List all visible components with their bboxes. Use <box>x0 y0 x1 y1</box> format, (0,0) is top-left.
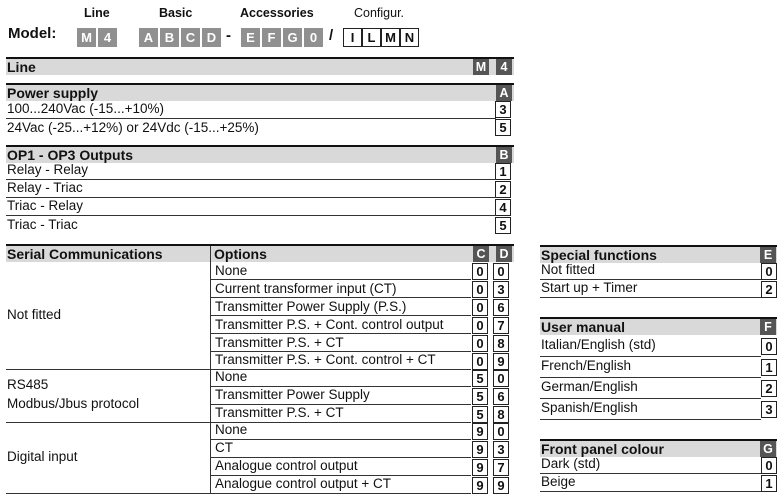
serial-group-not-fitted: Not fitted <box>7 307 62 322</box>
user-manual-option-4: Spanish/English <box>541 400 638 415</box>
model-code-acc-e: E <box>241 28 260 47</box>
serial-code-c: 0 <box>472 299 488 316</box>
serial-option: Current transformer input (CT) <box>215 281 397 296</box>
row-divider <box>540 419 761 420</box>
power-supply-letter: A <box>496 85 512 101</box>
row-divider <box>540 297 761 298</box>
serial-letter-d: D <box>496 246 512 262</box>
serial-code-d: 9 <box>493 477 509 494</box>
special-functions-title: Special functions <box>541 247 657 263</box>
front-panel-code-1: 0 <box>761 457 777 474</box>
model-code-acc-g: G <box>283 28 302 47</box>
serial-code-d: 7 <box>493 459 509 476</box>
power-supply-code-2: 5 <box>495 119 511 136</box>
serial-code-c: 5 <box>472 406 488 423</box>
outputs-option-4: Triac - Triac <box>7 217 78 232</box>
special-functions-code-2: 2 <box>761 281 777 298</box>
model-code-basic-b: B <box>160 28 179 47</box>
group-label-line: Line <box>84 6 110 20</box>
row-divider <box>6 215 496 216</box>
outputs-code-2: 2 <box>495 181 511 198</box>
serial-code-c: 5 <box>472 388 488 405</box>
dash-separator: - <box>226 27 231 44</box>
model-code-config-l: L <box>362 28 381 47</box>
serial-code-d: 7 <box>493 317 509 334</box>
serial-group-rs485-protocol: Modbus/Jbus protocol <box>7 396 140 411</box>
outputs-code-4: 5 <box>495 217 511 234</box>
outputs-header <box>6 145 514 163</box>
serial-option: Analogue control output <box>215 458 358 473</box>
power-supply-title: Power supply <box>7 85 99 101</box>
serial-group-digital-input: Digital input <box>7 449 78 464</box>
line-code-m: M <box>473 59 489 75</box>
serial-code-c: 9 <box>472 441 488 458</box>
user-manual-header <box>540 317 777 335</box>
row-divider <box>540 377 761 378</box>
serial-code-c: 0 <box>472 263 488 280</box>
serial-code-d: 6 <box>493 299 509 316</box>
front-panel-option-2: Beige <box>541 474 576 489</box>
front-panel-title: Front panel colour <box>541 441 664 457</box>
front-panel-option-1: Dark (std) <box>541 456 601 471</box>
serial-code-d: 0 <box>493 263 509 280</box>
outputs-option-1: Relay - Relay <box>7 162 89 177</box>
serial-code-d: 0 <box>493 423 509 440</box>
outputs-code-3: 4 <box>495 199 511 216</box>
serial-code-c: 0 <box>472 353 488 370</box>
model-code-basic-c: C <box>181 28 200 47</box>
row-divider <box>540 491 761 492</box>
serial-code-c: 0 <box>472 335 488 352</box>
model-label: Model: <box>8 25 57 42</box>
serial-code-c: 5 <box>472 370 488 387</box>
serial-option: None <box>215 422 248 437</box>
user-manual-code-2: 1 <box>761 359 777 376</box>
row-divider <box>6 118 496 119</box>
special-functions-option-1: Not fitted <box>541 262 596 277</box>
serial-group-rs485: RS485 <box>7 377 49 392</box>
serial-code-d: 8 <box>493 335 509 352</box>
line-code-4: 4 <box>496 59 512 75</box>
row-divider <box>210 297 471 298</box>
power-supply-code-1: 3 <box>495 101 511 118</box>
user-manual-code-3: 2 <box>761 380 777 397</box>
serial-code-d: 3 <box>493 281 509 298</box>
outputs-letter: B <box>496 147 512 163</box>
power-supply-option-2: 24Vac (-25...+12%) or 24Vdc (-15...+25%) <box>7 120 259 135</box>
serial-code-d: 6 <box>493 388 509 405</box>
serial-header <box>6 244 514 262</box>
user-manual-title: User manual <box>541 319 626 335</box>
outputs-code-1: 1 <box>495 163 511 180</box>
user-manual-option-1: Italian/English (std) <box>541 337 656 352</box>
power-supply-header <box>6 83 514 101</box>
user-manual-code-4: 3 <box>761 401 777 418</box>
table-bottom-line <box>6 493 471 494</box>
line-section-header <box>6 57 514 75</box>
serial-code-d: 0 <box>493 370 509 387</box>
serial-code-d: 8 <box>493 406 509 423</box>
model-code-acc-f: F <box>262 28 281 47</box>
row-divider <box>540 398 761 399</box>
serial-option: Analogue control output + CT <box>215 476 391 491</box>
serial-option: None <box>215 263 248 278</box>
model-code-config-m: M <box>381 28 400 47</box>
front-panel-header <box>540 439 777 457</box>
serial-option: Transmitter P.S. + CT <box>215 335 344 350</box>
user-manual-code-1: 0 <box>761 338 777 355</box>
model-code-basic-a: A <box>139 28 158 47</box>
serial-option: Transmitter P.S. + CT <box>215 405 344 420</box>
serial-code-d: 3 <box>493 441 509 458</box>
serial-options-title: Options <box>214 246 267 262</box>
row-divider <box>210 439 471 440</box>
special-functions-code-1: 0 <box>761 263 777 280</box>
user-manual-option-2: French/English <box>541 358 632 373</box>
serial-option: Transmitter P.S. + Cont. control output <box>215 317 444 332</box>
row-divider <box>210 333 471 334</box>
special-functions-option-2: Start up + Timer <box>541 280 638 295</box>
model-code-line-2: 4 <box>98 28 117 47</box>
serial-code-d: 9 <box>493 353 509 370</box>
model-code-line-1: M <box>77 28 96 47</box>
serial-option: CT <box>215 440 233 455</box>
special-functions-letter: E <box>760 247 776 263</box>
row-divider <box>210 279 471 280</box>
slash-separator: / <box>329 27 334 44</box>
serial-letter-c: C <box>473 246 489 262</box>
power-supply-option-1: 100...240Vac (-15...+10%) <box>7 101 164 116</box>
serial-code-c: 9 <box>472 459 488 476</box>
user-manual-letter: F <box>760 319 776 335</box>
front-panel-code-2: 1 <box>761 475 777 492</box>
row-divider <box>540 356 761 357</box>
row-divider <box>210 315 471 316</box>
serial-title: Serial Communications <box>7 246 163 262</box>
model-code-basic-d: D <box>202 28 221 47</box>
group-label-configur: Configur. <box>354 6 405 20</box>
outputs-option-3: Triac - Relay <box>7 198 84 213</box>
serial-option: Transmitter Power Supply (P.S.) <box>215 299 407 314</box>
model-code-config-n: N <box>400 28 419 47</box>
model-code-acc-0: 0 <box>304 28 323 47</box>
user-manual-option-3: German/English <box>541 379 638 394</box>
serial-option: Transmitter Power Supply <box>215 387 370 402</box>
serial-code-c: 9 <box>472 477 488 494</box>
outputs-option-2: Relay - Triac <box>7 180 83 195</box>
serial-code-c: 0 <box>472 317 488 334</box>
group-label-basic: Basic <box>159 6 193 20</box>
special-functions-header <box>540 245 777 263</box>
serial-code-c: 9 <box>472 423 488 440</box>
model-code-config-i: I <box>343 28 362 47</box>
group-label-accessories: Accessories <box>240 6 314 20</box>
serial-option: None <box>215 369 248 384</box>
line-section-title: Line <box>7 59 36 75</box>
serial-code-c: 0 <box>472 281 488 298</box>
serial-option: Transmitter P.S. + Cont. control + CT <box>215 352 436 367</box>
front-panel-letter: G <box>760 441 776 457</box>
outputs-title: OP1 - OP3 Outputs <box>7 147 134 163</box>
